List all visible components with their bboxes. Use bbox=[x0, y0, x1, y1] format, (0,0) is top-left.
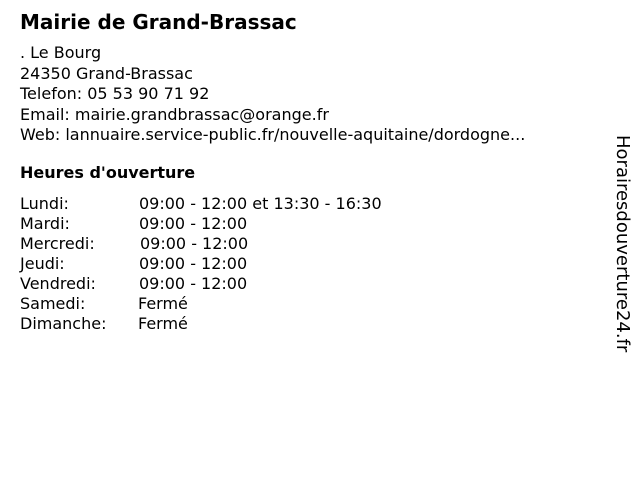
day-label: Samedi: bbox=[20, 294, 86, 313]
address-block bbox=[20, 43, 525, 146]
opening-hours-heading: Heures d'ouverture bbox=[20, 163, 196, 182]
side-brand-watermark: Horairesdouverture24.fr bbox=[612, 135, 633, 353]
day-label: Vendredi: bbox=[20, 274, 96, 293]
street-address: . Le Bourg bbox=[20, 43, 102, 62]
email-address: Email: mairie.grandbrassac@orange.fr bbox=[20, 104, 329, 124]
time-value: 09:00 - 12:00 bbox=[139, 254, 248, 273]
day-label: Lundi: bbox=[20, 194, 69, 213]
phone-number: Telefon: 05 53 90 71 92 bbox=[20, 84, 210, 103]
time-value: 09:00 - 12:00 bbox=[140, 234, 249, 253]
day-label: Jeudi: bbox=[20, 254, 65, 273]
time-value: Fermé bbox=[138, 314, 188, 333]
website-link: Web: lannuaire.service-public.fr/nouvelle-aquitaine/dordogne... bbox=[20, 125, 526, 144]
time-value: 09:00 - 12:00 et 13:30 - 16:30 bbox=[139, 194, 382, 213]
day-label: Mardi: bbox=[20, 214, 70, 233]
time-value: 09:00 - 12:00 bbox=[139, 214, 248, 233]
page-title: Mairie de Grand-Brassac bbox=[20, 10, 297, 34]
time-value: 09:00 - 12:00 bbox=[139, 274, 248, 293]
postal-city: 24350 Grand-Brassac bbox=[20, 63, 193, 83]
day-label: Dimanche: bbox=[20, 314, 107, 333]
time-value: Fermé bbox=[138, 294, 188, 313]
day-label: Mercredi: bbox=[20, 234, 95, 253]
